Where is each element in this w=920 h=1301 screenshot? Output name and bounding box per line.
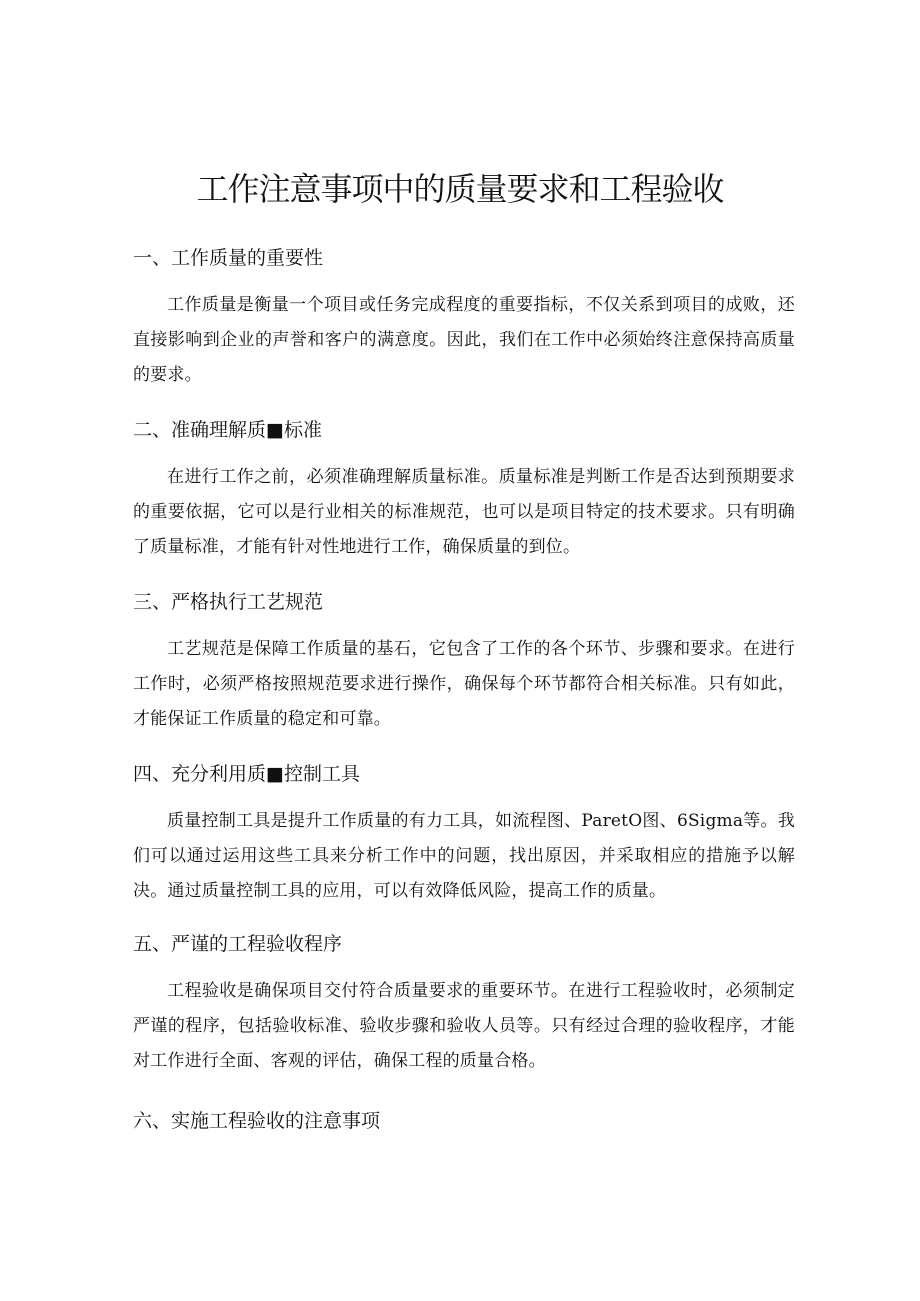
section-body-4: 质量控制工具是提升工作质量的有力工具，如流程图、ParetO图、6Sigma等。我们可以通过运用这些工具来分析工作中的问题，找出原因，并采取相应的措施予以解决。通过质量控制工具的应用，可以有效降低风险，提高工作的质量。 bbox=[133, 811, 795, 901]
section-heading-5: 五、严谨的工程验收程序 bbox=[133, 933, 343, 955]
section-body-3: 工艺规范是保障工作质量的基石，它包含了工作的各个环节、步骤和要求。在进行工作时，必须严格按照规范要求进行操作，确保每个环节都符合相关标准。只有如此，才能保证工作质量的稳定和可靠。 bbox=[133, 639, 795, 729]
section-body-1: 工作质量是衡量一个项目或任务完成程度的重要指标，不仅关系到项目的成败，还直接影响到企业的声誉和客户的满意度。因此，我们在工作中必须始终注意保持高质量的要求。 bbox=[133, 295, 795, 385]
section-heading-1: 一、工作质量的重要性 bbox=[133, 247, 324, 269]
section-heading-2: 二、准确理解质■标准 bbox=[133, 419, 322, 441]
section-heading-4: 四、充分利用质■控制工具 bbox=[133, 763, 360, 785]
section-body-2: 在进行工作之前，必须准确理解质量标准。质量标准是判断工作是否达到预期要求的重要依据，它可以是行业相关的标准规范，也可以是项目特定的技术要求。只有明确了质量标准，才能有针对性地进行工作，确保质量的到位。 bbox=[133, 467, 795, 557]
section-heading-6: 六、实施工程验收的注意事项 bbox=[133, 1110, 381, 1132]
document-title: 工作注意事项中的质量要求和工程验收 bbox=[196, 170, 724, 208]
section-body-5: 工程验收是确保项目交付符合质量要求的重要环节。在进行工程验收时，必须制定严谨的程序，包括验收标准、验收步骤和验收人员等。只有经过合理的验收程序，才能对工作进行全面、客观的评估，确保工程的质量合格。 bbox=[133, 981, 795, 1071]
section-heading-3: 三、严格执行工艺规范 bbox=[133, 591, 324, 613]
